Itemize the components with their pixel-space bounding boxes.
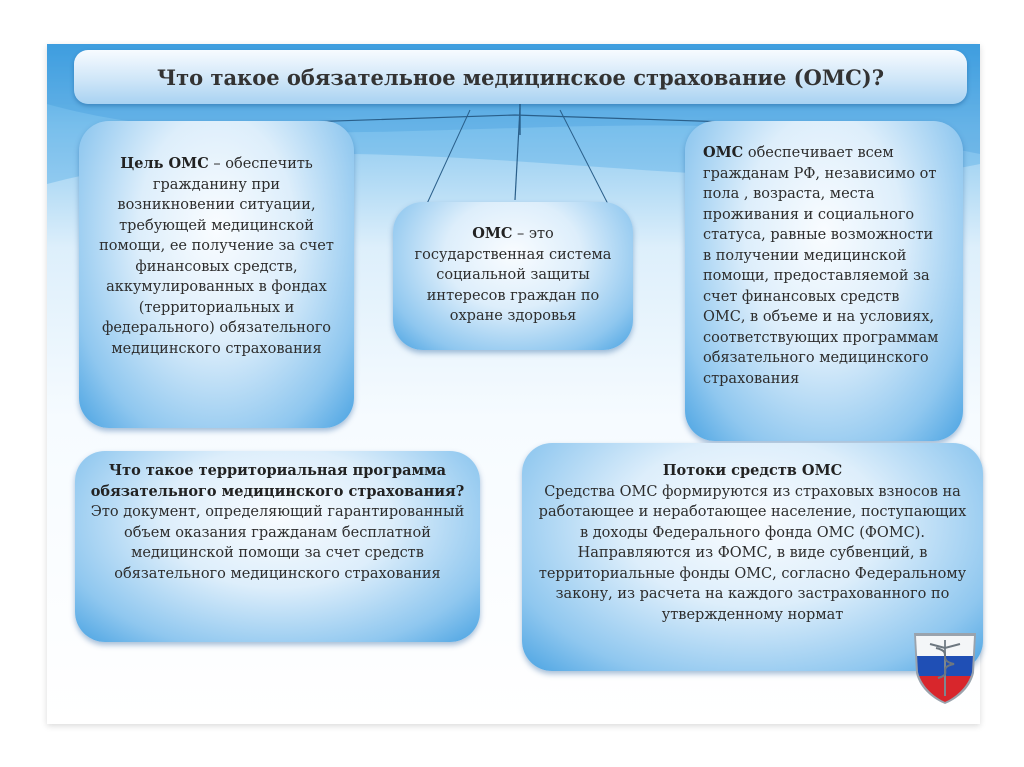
territorial-heading-text: Что такое территориальная программа обязательного медицинского страхования? <box>90 462 465 500</box>
equal-text <box>703 143 945 389</box>
flows-body-2: Направляются из ФОМС, в виде субвенций, в территориальные фонды ОМС, согласно Федеральному закону, из расчета на каждого застрахованного по утвержденному нормат <box>538 545 967 623</box>
system-text <box>405 224 621 327</box>
equal-access-box <box>685 121 963 441</box>
territorial-program-box <box>75 451 480 642</box>
system-box <box>393 202 633 350</box>
equal-lead: ОМС <box>703 144 744 161</box>
page-title: Что такое обязательное медицинское страхование (ОМС)? <box>156 64 885 90</box>
flows-heading <box>536 461 969 482</box>
goal-lead: Цель ОМС <box>120 155 209 172</box>
flows-body-1: Средства ОМС формируются из страховых взносов на работающее и неработающее население, поступающих в доходы Федерального фонда ОМС (ФОМС). <box>538 483 967 541</box>
territorial-body: Это документ, определяющий гарантированный объем оказания гражданам бесплатной медицинской помощи за счет средств обязательного медицинского страхования <box>90 504 465 582</box>
system-body: – это государственная система социальной защиты интересов граждан по охране здоровья <box>414 226 612 324</box>
goal-text <box>97 154 336 359</box>
shield-caduceus-icon <box>906 628 984 704</box>
goal-body: – обеспечить гражданину при возникновении ситуации, требующей медицинской помощи, ее получение за счет финансовых средств, аккумулированных в фондах (территориальных и федерального) обязательного медицинского страхования <box>99 156 334 357</box>
territorial-heading <box>89 461 466 502</box>
title-bar <box>74 50 967 104</box>
flows-heading-text: Потоки средств ОМС <box>662 462 843 479</box>
equal-body: обеспечивает всем гражданам РФ, независимо от пола , возраста, места проживания и социального статуса, равные возможности в получении медицинской помощи, предоставляемой за счет финансовых средств ОМС, в объеме и на условиях, соответствующих программам обязательного медицинского страхования <box>703 145 939 387</box>
goal-box <box>79 121 354 428</box>
system-lead: ОМС <box>472 225 513 242</box>
